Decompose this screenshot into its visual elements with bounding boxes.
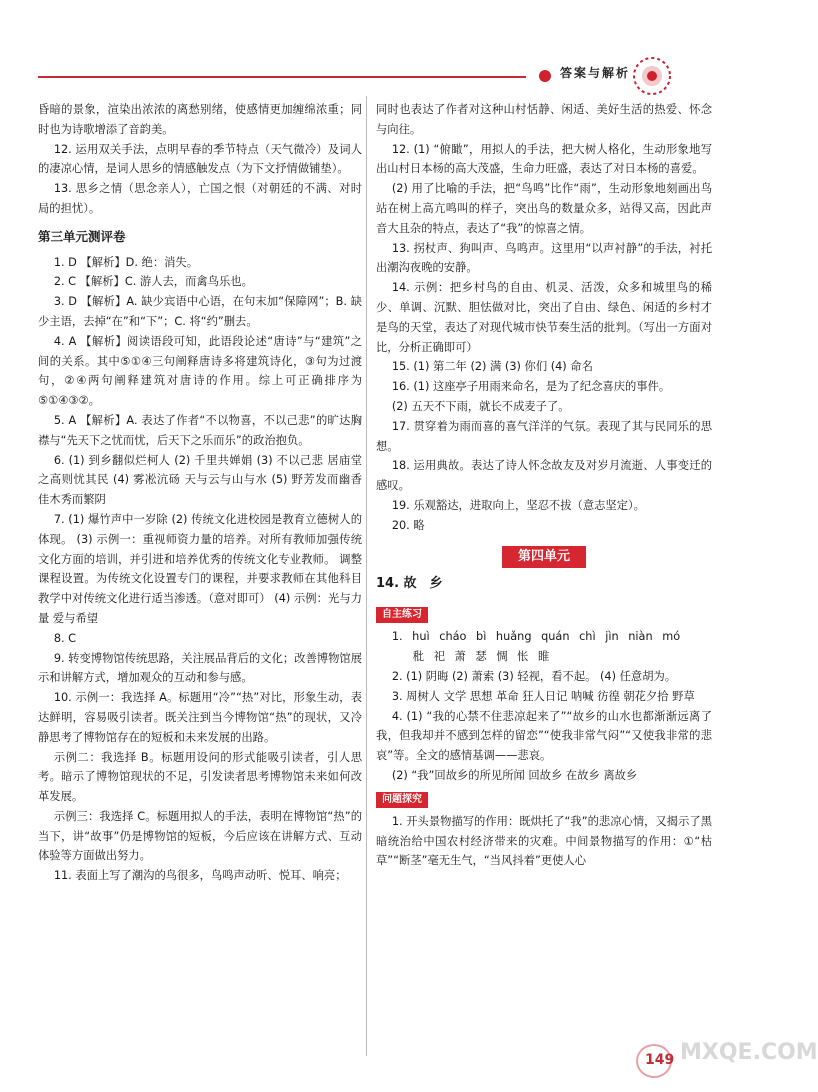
header-dot-icon	[539, 70, 551, 82]
answer-paragraph: 3. D 【解析】A. 缺少宾语中心语，在句末加“保障网”；B. 缺少主语，去掉“在”和“下”；C. 将“约”删去。	[38, 295, 362, 328]
answer-paragraph: 16. (1) 这座亭子用雨来命名，是为了纪念喜庆的事件。	[391, 380, 671, 394]
unit-banner: 第四单元	[502, 546, 586, 568]
answer-paragraph: 12. (1) “俯瞰”，用拟人的手法，把大树人格化，生动形象地写出山村日本杨的高大茂盛，生命力旺盛，表达了对日本杨的喜爱。	[376, 142, 712, 176]
section-tag: 自主练习	[376, 607, 428, 623]
answer-paragraph: 4. A 【解析】阅读语段可知，此语段论述“唐诗”与“建筑”之间的关系。其中⑤①④三句阐释唐诗多将建筑诗化，③句为过渡句，②④两句阐释建筑对唐诗的作用。综上可正确排序为⑤①④③②。	[38, 334, 362, 408]
pinyin-line: 秕 祀 萧 瑟 惆 怅 睢	[391, 650, 550, 664]
answer-paragraph: 18. 运用典故。表达了诗人怀念故友及对岁月流逝、人事变迁的感叹。	[376, 459, 712, 493]
answer-paragraph: 2. (1) 阴晦 (2) 萧索 (3) 轻视，看不起。 (4) 任意胡为。	[391, 669, 677, 683]
answer-paragraph: 13. 拐杖声、狗叫声、鸟鸣声。这里用“以声衬静”的手法，衬托出潮沟夜晚的安静。	[376, 241, 712, 275]
right-column	[376, 100, 712, 871]
answer-paragraph: 8. C	[53, 631, 77, 645]
answer-paragraph: 15. (1) 第二年 (2) 满 (3) 你们 (4) 命名	[391, 360, 593, 374]
answer-paragraph: 示例三：我选择 C。标题用拟人的手法，表明在博物馆“热”的当下，讲“故事”仍是博物馆的短板，今后应该在讲解方式、互动体验等方面做出努力。	[38, 809, 362, 863]
lesson-title: 14. 故 乡	[376, 575, 443, 591]
section-tag: 问题探究	[376, 792, 428, 808]
answer-paragraph: 1. 开头景物描写的作用：既烘托了“我”的悲凉心情，又揭示了黑暗统治给中国农村经济带来的灾难。中间景物描写的作用：①“枯草”“断茎”毫无生气，“当风抖着”更使人心	[376, 814, 712, 868]
header-title: 答案与解析	[560, 66, 631, 80]
answer-paragraph: 13. 思乡之情（思念亲人），亡国之恨（对朝廷的不满、对时局的担忧）。	[38, 182, 362, 215]
answer-paragraph: 同时也表达了作者对这种山村恬静、闲适、美好生活的热爱、怀念与向往。	[376, 103, 712, 136]
column-divider	[366, 96, 367, 1056]
answer-paragraph: 2. C 【解析】C. 游人去，而禽鸟乐也。	[53, 275, 253, 289]
answer-paragraph: 6. (1) 到乡翻似烂柯人 (2) 千里共婵娟 (3) 不以己悲 居庙堂之高则忧其民 (4) 雾凇沆砀 天与云与山与水 (5) 野芳发而幽香 佳木秀而繁阴	[38, 453, 362, 507]
answer-paragraph: 20. 略	[391, 518, 425, 532]
pinyin-line: 1. huì cháo bì huǎng quán chì jìn niàn mó	[391, 630, 681, 644]
answer-paragraph: 昏暗的景象，渲染出浓浓的离愁别绪，使感情更加缠绵浓重；同时也为诗歌增添了音韵美。	[38, 103, 362, 136]
answer-paragraph: 1. D 【解析】D. 绝：消失。	[53, 255, 199, 269]
answer-paragraph: 12. 运用双关手法，点明早春的季节特点（天气微冷）及词人的凄凉心情，是词人思乡的情感触发点（为下文抒情做铺垫）。	[38, 142, 362, 176]
answer-paragraph: 10. 示例一：我选择 A。标题用“冷”“热”对比，形象生动，表达鲜明，容易吸引读者。既关注到当今博物馆“热”的现状，又冷静思考了博物馆存在的短板和未来发展的出路。	[38, 691, 362, 744]
watermark: MXQE.COM	[680, 1040, 818, 1065]
answer-paragraph: 7. (1) 爆竹声中一岁除 (2) 传统文化进校园是教育立德树人的体现。 (3) 示例一：重视师资力量的培养。对所有教师加强传统文化方面的培训，并引进和培养优秀的传统文化专业教师。 调整课程设置。为传统文化设置专门的课程，并要求教师在其他科目教学中对传统文化进行适当渗透。（意对即可） (4) 示例：光与力量 爱与希望	[38, 512, 362, 625]
answer-paragraph: 3. 周树人 文学 思想 革命 狂人日记 呐喊 彷徨 朝花夕拾 野草	[391, 689, 695, 703]
page-number: 149	[645, 1052, 675, 1068]
answer-paragraph: 9. 转变博物馆传统思路，关注展品背后的文化；改善博物馆展示和讲解方式，增加观众的互动和参与感。	[38, 651, 362, 685]
section-title: 第三单元测评卷	[38, 228, 126, 244]
answer-paragraph: (2) “我”回故乡的所见所闻 回故乡 在故乡 离故乡	[391, 768, 638, 782]
answer-paragraph: 示例二：我选择 B。标题用设问的形式能吸引读者，引人思考。暗示了博物馆现状的不足，引发读者思考博物馆未来如何改革发展。	[38, 750, 362, 804]
left-column	[38, 100, 362, 886]
answer-paragraph: 4. (1) “我的心禁不住悲凉起来了”“故乡的山水也都渐渐远离了我，但我却并不感到怎样的留恋”“使我非常气闷”“又使我非常的悲哀”等。全文的感情基调——悲哀。	[376, 709, 712, 763]
answer-paragraph: (2) 用了比喻的手法，把“鸟鸣”比作“雨”，生动形象地刻画出鸟站在树上高亢鸣叫的样子，突出鸟的数量众多，站得又高，因此声音大且杂的特点，表达了“我”的惊喜之情。	[376, 182, 712, 235]
answer-paragraph: 11. 表面上写了潮沟的鸟很多，鸟鸣声动听、悦耳、响亮；	[53, 869, 347, 883]
answer-paragraph: 17. 贯穿着为雨而喜的喜气洋洋的气氛。表现了其与民同乐的思想。	[376, 419, 712, 453]
header-logo-icon	[628, 52, 676, 100]
answer-paragraph: 14. 示例：把乡村鸟的自由、机灵、活泼，众多和城里鸟的稀少、单调、沉默、胆怯做对比，突出了自由、绿色、闲适的乡村才是鸟的天堂，表达了对现代城市快节奏生活的批判。（写出一方面对比，分析正确即可）	[376, 281, 712, 354]
answer-paragraph: 19. 乐观豁达，进取向上，坚忍不拔（意志坚定）。	[391, 498, 645, 512]
header-rule	[38, 76, 526, 78]
answer-paragraph: 5. A 【解析】A. 表达了作者“不以物喜，不以己悲”的旷达胸襟与“先天下之忧而忧，后天下之乐而乐”的政治抱负。	[38, 413, 362, 447]
answer-paragraph: (2) 五天不下雨，就长不成麦子了。	[391, 399, 570, 413]
